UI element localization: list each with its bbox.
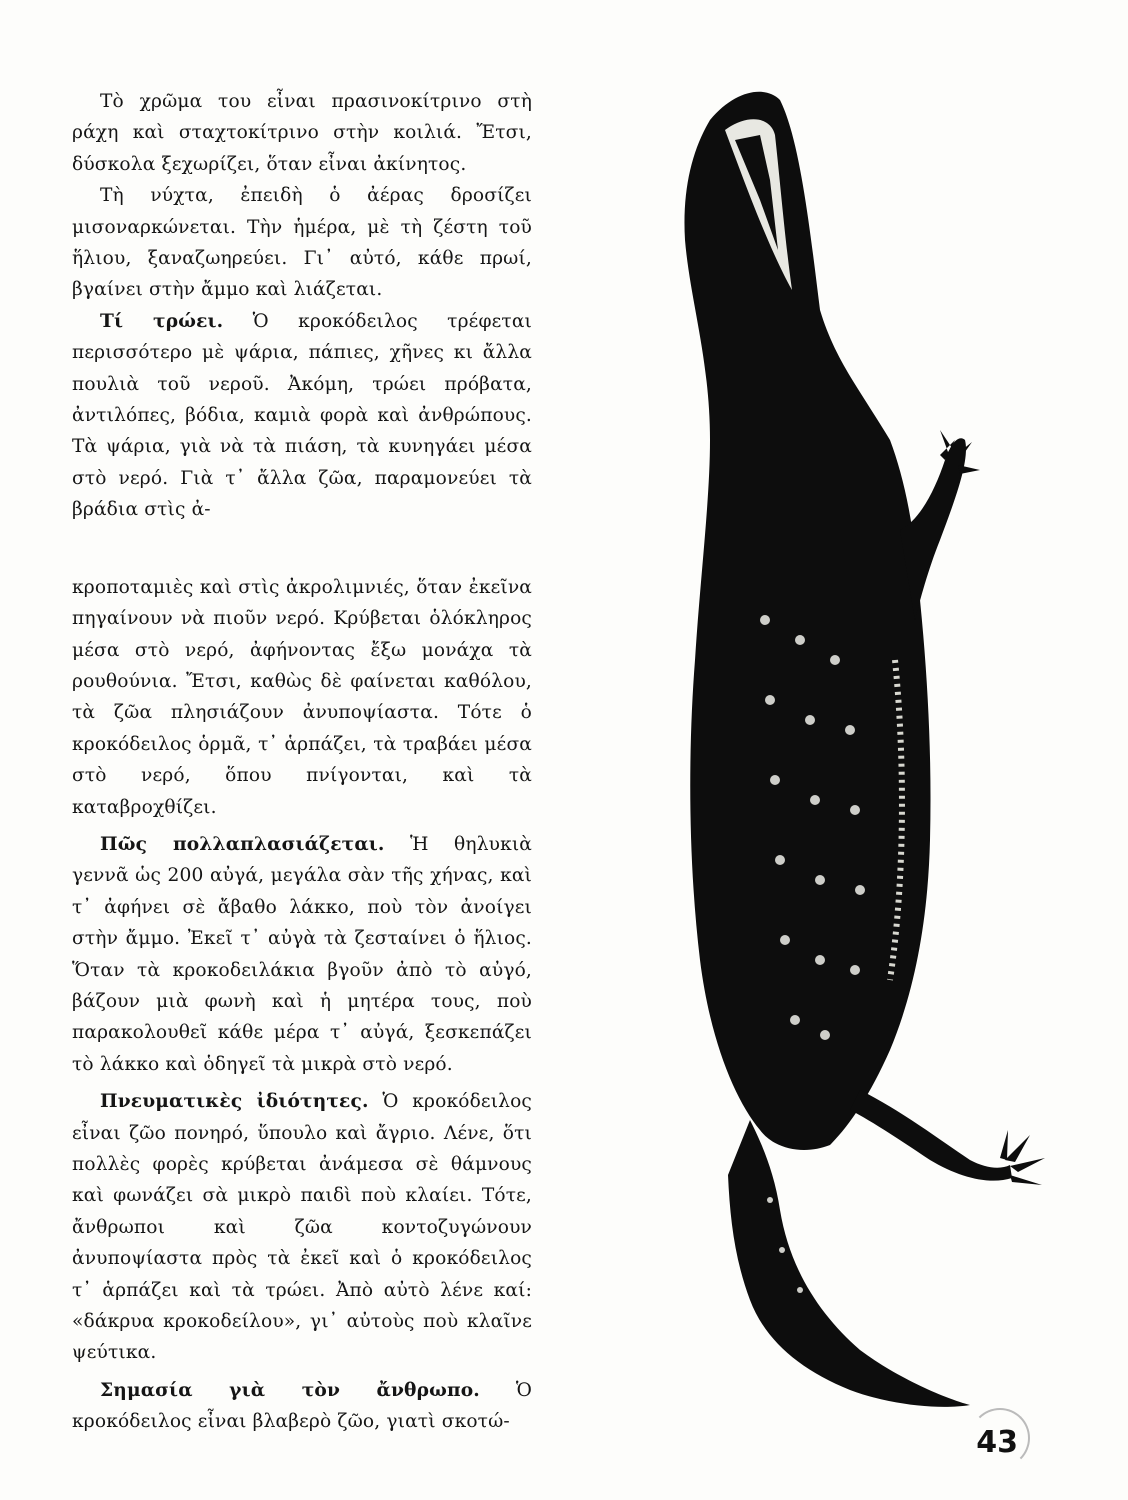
- section-text-feeding-a: Ὁ κροκόδειλος τρέφεται περισσότερο μὲ ψάρια, πάπιες, χῆνες κι ἄλλα πουλιὰ τοῦ νεροῦ. Ἀκόμη, τρώει πρόβατα, ἀντιλόπες, βόδια, καμιὰ φορὰ καὶ ἀνθρώπους. Τὰ ψάρια, γιὰ νὰ τὰ πιάση, τὰ κυνηγάει μέσα στὸ νερό. Γιὰ τ᾽ ἄλλα ζῶα, παραμονεύει τὰ βράδια στὶς ἀ-: [72, 310, 533, 521]
- article-column: [72, 86, 532, 1438]
- section-traits: [72, 1086, 532, 1369]
- paragraph-night-day: Τὴ νύχτα, ἐπειδὴ ὁ ἀέρας δροσίζει μισοναρκώνεται. Τὴν ἡμέρα, μὲ τὴ ζέστη τοῦ ἥλιου, ξαναζωηρεύει. Γι᾽ αὐτό, κάθε πρωί, βγαίνει στὴν ἄμμο καὶ λιάζεται.: [72, 185, 532, 301]
- section-feeding-continued: κροποταμιὲς καὶ στὶς ἀκρολιμνιές, ὅταν ἐκεῖνα πηγαίνουν νὰ πιοῦν νερό. Κρύβεται ὁλόκληρος μέσα στὸ νερό, ἀφήνοντας ἔξω μονάχα τὰ ρουθούνια. Ἔτσι, καθὼς δὲ φαίνεται καθόλου, τὰ ζῶα πλησιάζουν ἀνυποψίαστα. Τότε ὁ κροκόδειλος ὁρμᾶ, τ᾽ ἁρπάζει, τὰ τραβάει μέσα στὸ νερό, ὅπου πνίγονται, καὶ τὰ καταβροχθίζει.: [72, 576, 532, 818]
- crocodile-illustration: [560, 60, 1110, 1450]
- section-reproduction: [72, 829, 532, 1080]
- section-heading-importance: Σημασία γιὰ τὸν ἄνθρωπο.: [100, 1379, 480, 1401]
- section-heading-feeding: Τί τρώει.: [100, 310, 224, 332]
- section-importance: [72, 1375, 532, 1438]
- paragraph-break: [72, 526, 532, 572]
- section-heading-traits: Πνευματικὲς ἰδιότητες.: [100, 1091, 369, 1113]
- paragraph-color: Τὸ χρῶμα του εἶναι πρασινοκίτρινο στὴ ράχη καὶ σταχτοκίτρινο στὴν κοιλιά. Ἔτσι, δύσκολα ξεχωρίζει, ὅταν εἶναι ἀκίνητος.: [72, 91, 532, 175]
- section-text-reproduction: Ἡ θηλυκιὰ γεννᾶ ὡς 200 αὐγά, μεγάλα σὰν τῆς χήνας, καὶ τ᾽ ἀφήνει σὲ ἄβαθο λάκκο, ποὺ τὸν ἀνοίγει στὴν ἄμμο. Ἐκεῖ τ᾽ αὐγὰ τὰ ζεσταίνει ὁ ἥλιος. Ὅταν τὰ κροκοδειλάκια βγοῦν ἀπὸ τὸ αὐγό, βάζουν μιὰ φωνὴ καὶ ἡ μητέρα τους, ποὺ παρακολουθεῖ κάθε μέρα τ᾽ αὐγά, ξεσκεπάζει τὸ λάκκο καὶ ὁδηγεῖ τὰ μικρὰ στὸ νερό.: [72, 833, 532, 1075]
- section-text-importance: Ὁ κροκόδειλος εἶναι βλαβερὸ ζῶο, γιατὶ σκοτώ-: [72, 1379, 532, 1433]
- section-text-traits: Ὁ κροκόδειλος εἶναι ζῶο πονηρό, ὕπουλο καὶ ἄγριο. Λένε, ὅτι πολλὲς φορὲς κρύβεται ἀνάμεσα σὲ θάμνους καὶ φωνάζει σὰ μικρὸ παιδὶ ποὺ κλαίει. Τότε, ἄνθρωποι καὶ ζῶα κοντοζυγώνουν ἀνυποψίαστα πρὸς τὰ ἐκεῖ καὶ ὁ κροκόδειλος τ᾽ ἁρπάζει καὶ τὰ τρώει. Ἀπὸ αὐτὸ λένε καί: «δάκρυα κροκοδείλου», γι᾽ αὐτοὺς ποὺ κλαῖνε ψεύτικα.: [72, 1091, 532, 1364]
- section-feeding: [72, 306, 532, 526]
- section-heading-reproduction: Πῶς πολλαπλασιάζεται.: [100, 833, 385, 855]
- page-number: 43: [976, 1425, 1018, 1460]
